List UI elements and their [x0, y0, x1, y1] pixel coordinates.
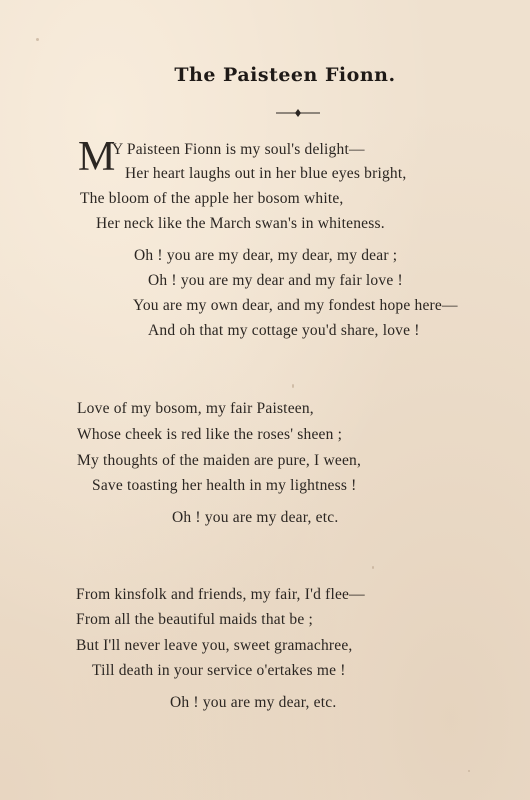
stanza-3-line-3: But I'll never leave you, sweet gramachree,	[76, 637, 353, 654]
stanza-2-line-1: Love of my bosom, my fair Paisteen,	[77, 400, 314, 417]
stanza-3-refrain: Oh ! you are my dear, etc.	[170, 694, 337, 711]
stanza-1-line-4: Her neck like the March swan's in whiteness.	[96, 215, 385, 232]
stanza-1-line-3: The bloom of the apple her bosom white,	[80, 190, 344, 207]
paper-speck	[292, 384, 294, 388]
stanza-3-line-1: From kinsfolk and friends, my fair, I'd flee—	[76, 586, 365, 603]
paper-speck	[468, 770, 470, 772]
stanza-2-line-4: Save toasting her health in my lightness !	[92, 477, 357, 494]
paper-speck	[36, 38, 39, 41]
chorus-line-3: You are my own dear, and my fondest hope here—	[133, 297, 458, 314]
stanza-1-line-2: Her heart laughs out in her blue eyes bright,	[125, 165, 407, 182]
paper-speck	[372, 566, 374, 569]
drop-cap: M	[78, 134, 116, 180]
stanza-1-line-1: Y Paisteen Fionn is my soul's delight—	[112, 141, 365, 158]
title-ornament	[276, 108, 320, 118]
chorus-line-2: Oh ! you are my dear and my fair love !	[148, 272, 403, 289]
chorus-line-1: Oh ! you are my dear, my dear, my dear ;	[134, 247, 398, 264]
chorus-line-4: And oh that my cottage you'd share, love !	[148, 322, 420, 339]
stanza-3-line-2: From all the beautiful maids that be ;	[76, 611, 314, 628]
poem-title: The Paisteen Fionn.	[174, 64, 396, 86]
stanza-2-refrain: Oh ! you are my dear, etc.	[172, 509, 339, 526]
stanza-2-line-2: Whose cheek is red like the roses' sheen ;	[77, 426, 343, 443]
stanza-3-line-4: Till death in your service o'ertakes me !	[92, 662, 346, 679]
stanza-2-line-3: My thoughts of the maiden are pure, I ween,	[77, 452, 362, 469]
